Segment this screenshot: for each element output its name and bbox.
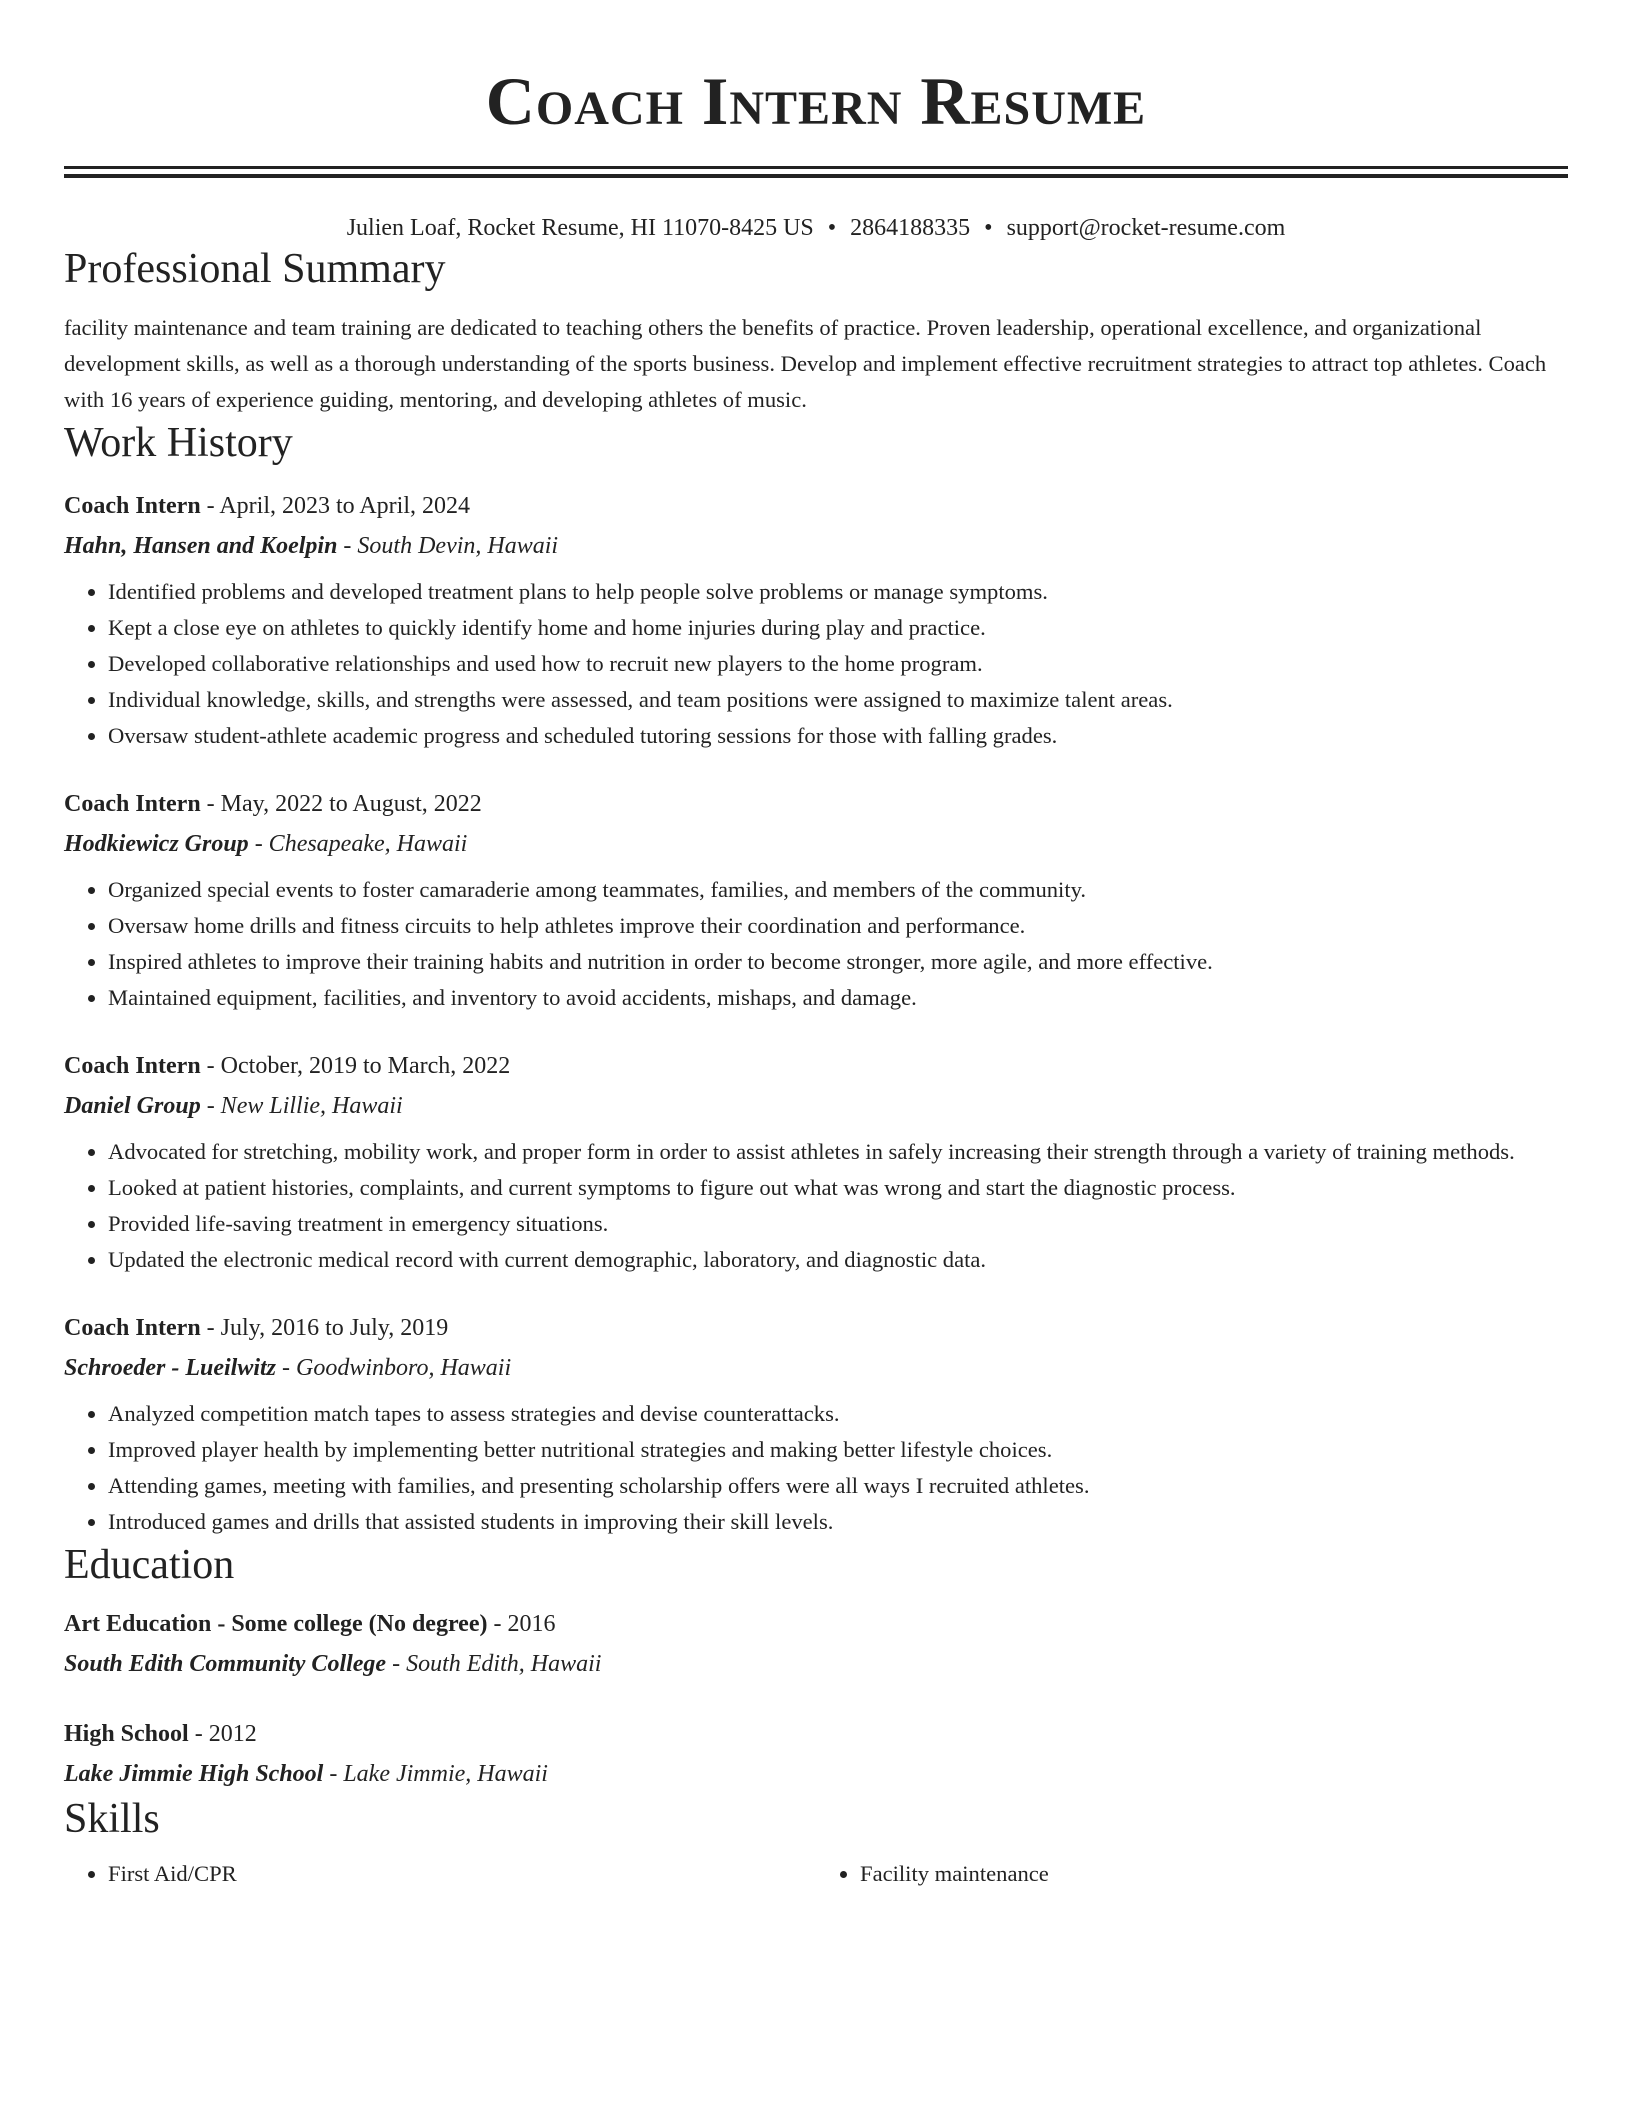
skill-item: • First Aid/CPR bbox=[108, 1856, 816, 1892]
job-role: Coach Intern bbox=[64, 1315, 201, 1341]
duty-item: • Advocated for stretching, mobility work, and proper form in order to assist athletes in safely increasing their strength through a variety of training methods. bbox=[108, 1134, 1568, 1170]
contact-address: Julien Loaf, Rocket Resume, HI 11070-8425 US bbox=[346, 215, 814, 241]
duty-item: • Organized special events to foster camaraderie among teammates, families, and members of the community. bbox=[108, 872, 1568, 908]
education-location: - Lake Jimmie, Hawaii bbox=[323, 1761, 548, 1787]
job-company: Schroeder - Lueilwitz bbox=[64, 1355, 277, 1381]
job-location: - Chesapeake, Hawaii bbox=[248, 831, 468, 857]
duty-item: • Improved player health by implementing better nutritional strategies and making better lifestyle choices. bbox=[108, 1432, 1568, 1468]
job-entry bbox=[64, 486, 1568, 754]
duty-item: • Identified problems and developed treatment plans to help people solve problems or manage symptoms. bbox=[108, 574, 1568, 610]
education-school: Lake Jimmie High School bbox=[64, 1761, 324, 1787]
contact-line bbox=[64, 212, 1568, 244]
job-role: Coach Intern bbox=[64, 791, 201, 817]
job-duties bbox=[64, 1396, 1568, 1540]
job-dates: - July, 2016 to July, 2019 bbox=[200, 1315, 449, 1341]
skills-column-left bbox=[64, 1856, 816, 1892]
title-divider-top bbox=[64, 166, 1568, 169]
duty-item: • Oversaw student-athlete academic progress and scheduled tutoring sessions for those with falling grades. bbox=[108, 718, 1568, 754]
duty-item: • Inspired athletes to improve their training habits and nutrition in order to become stronger, more agile, and more effective. bbox=[108, 944, 1568, 980]
job-location: - New Lillie, Hawaii bbox=[200, 1093, 403, 1119]
job-dates: - April, 2023 to April, 2024 bbox=[200, 493, 471, 519]
education-location: - South Edith, Hawaii bbox=[386, 1651, 602, 1677]
job-location: - South Devin, Hawaii bbox=[337, 533, 559, 559]
education-degree: Art Education - Some college (No degree) bbox=[64, 1611, 488, 1637]
job-dates: - October, 2019 to March, 2022 bbox=[200, 1053, 511, 1079]
education-entry bbox=[64, 1604, 1568, 1684]
job-entry bbox=[64, 784, 1568, 1016]
duty-item: • Analyzed competition match tapes to assess strategies and devise counterattacks. bbox=[108, 1396, 1568, 1432]
job-duties bbox=[64, 1134, 1568, 1278]
job-company: Hahn, Hansen and Koelpin bbox=[64, 533, 338, 559]
education-entry bbox=[64, 1714, 1568, 1794]
skills-heading: Skills bbox=[64, 1796, 160, 1842]
contact-separator: • bbox=[984, 215, 993, 241]
contact-email: support@rocket-resume.com bbox=[1006, 215, 1286, 241]
education-degree: High School bbox=[64, 1721, 189, 1747]
duty-item: • Looked at patient histories, complaints, and current symptoms to figure out what was wrong and start the diagnostic process. bbox=[108, 1170, 1568, 1206]
duty-item: • Provided life-saving treatment in emergency situations. bbox=[108, 1206, 1568, 1242]
contact-separator: • bbox=[827, 215, 837, 241]
skills-list bbox=[64, 1856, 1568, 1892]
job-entry bbox=[64, 1308, 1568, 1540]
duty-item: • Introduced games and drills that assisted students in improving their skill levels. bbox=[108, 1504, 1568, 1540]
skill-item: • Facility maintenance bbox=[860, 1856, 1568, 1892]
education-year: - 2016 bbox=[487, 1611, 556, 1637]
job-duties bbox=[64, 872, 1568, 1016]
education-year: - 2012 bbox=[188, 1721, 257, 1747]
work-history-heading: Work History bbox=[64, 420, 293, 466]
job-entry bbox=[64, 1046, 1568, 1278]
contact-phone: 2864188335 bbox=[850, 215, 971, 241]
resume-title: Coach Intern Resume bbox=[485, 63, 1147, 139]
job-duties bbox=[64, 574, 1568, 754]
education-school: South Edith Community College bbox=[64, 1651, 387, 1677]
job-role: Coach Intern bbox=[64, 1053, 201, 1079]
skills-column-right bbox=[816, 1856, 1568, 1892]
job-dates: - May, 2022 to August, 2022 bbox=[200, 791, 482, 817]
duty-item: • Updated the electronic medical record with current demographic, laboratory, and diagnostic data. bbox=[108, 1242, 1568, 1278]
title-divider-bottom bbox=[64, 174, 1568, 178]
duty-item: • Maintained equipment, facilities, and inventory to avoid accidents, mishaps, and damage. bbox=[108, 980, 1568, 1016]
job-location: - Goodwinboro, Hawaii bbox=[276, 1355, 512, 1381]
job-company: Daniel Group bbox=[64, 1093, 201, 1119]
duty-item: • Individual knowledge, skills, and strengths were assessed, and team positions were assigned to maximize talent areas. bbox=[108, 682, 1568, 718]
duty-item: • Developed collaborative relationships and used how to recruit new players to the home program. bbox=[108, 646, 1568, 682]
duty-item: • Kept a close eye on athletes to quickly identify home and home injuries during play and practice. bbox=[108, 610, 1568, 646]
duty-item: • Attending games, meeting with families, and presenting scholarship offers were all ways I recruited athletes. bbox=[108, 1468, 1568, 1504]
summary-heading: Professional Summary bbox=[64, 246, 446, 292]
job-company: Hodkiewicz Group bbox=[64, 831, 249, 857]
summary-text: facility maintenance and team training are dedicated to teaching others the benefits of practice. Proven leadership, operational excellence, and organizational development skills, as well as a thorough understanding of the sports business. Develop and implement effective recruitment strategies to attract top athletes. Coach with 16 years of experience guiding, mentoring, and developing athletes of music. bbox=[64, 315, 1547, 412]
duty-item: • Oversaw home drills and fitness circuits to help athletes improve their coordination and performance. bbox=[108, 908, 1568, 944]
resume-page bbox=[64, 0, 1568, 1892]
job-role: Coach Intern bbox=[64, 493, 201, 519]
education-heading: Education bbox=[64, 1542, 235, 1588]
